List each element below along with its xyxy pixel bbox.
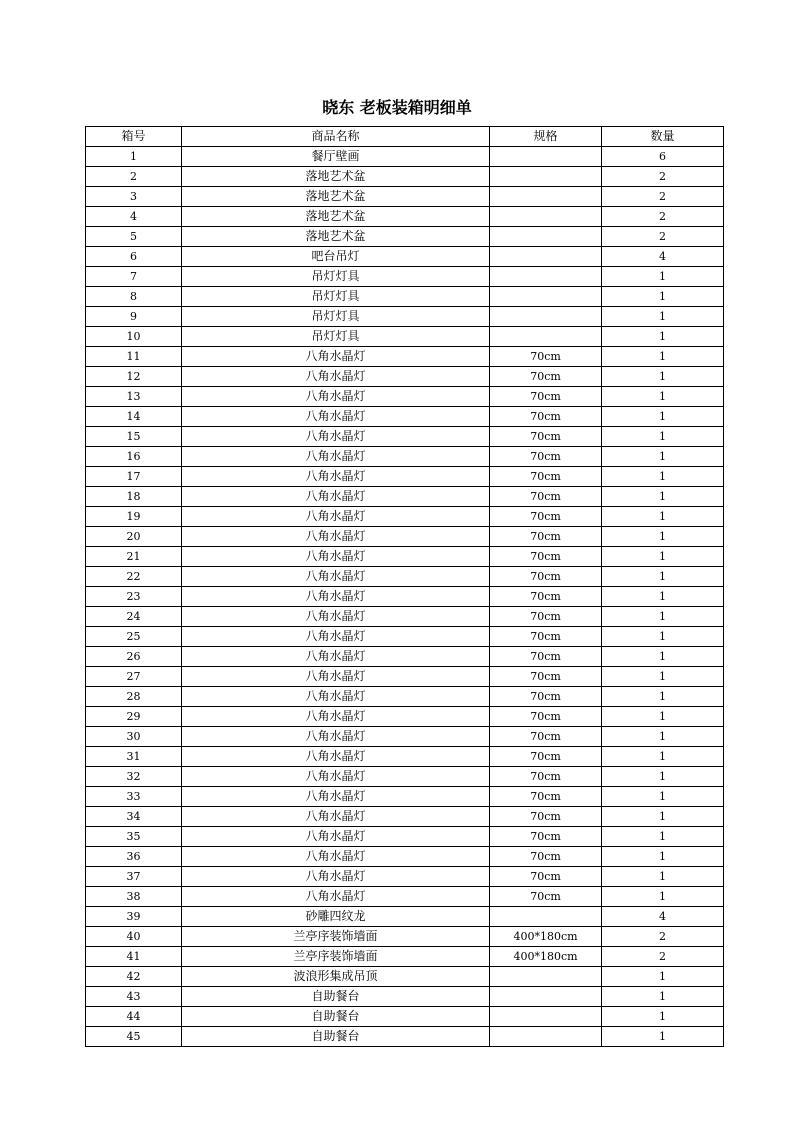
box-number-cell: 9	[86, 307, 182, 327]
quantity-cell: 6	[602, 147, 724, 167]
quantity-cell: 1	[602, 987, 724, 1007]
document-title: 晓东 老板装箱明细单	[322, 97, 472, 117]
product-name-cell: 八角水晶灯	[182, 787, 490, 807]
table-row	[86, 967, 724, 987]
table-row	[86, 267, 724, 287]
specification-cell	[490, 327, 602, 347]
product-name-cell: 八角水晶灯	[182, 727, 490, 747]
quantity-cell: 1	[602, 627, 724, 647]
product-name-cell: 自助餐台	[182, 1007, 490, 1027]
header-product-name: 商品名称	[182, 127, 490, 147]
table-row	[86, 247, 724, 267]
specification-cell: 70cm	[490, 527, 602, 547]
box-number-cell: 36	[86, 847, 182, 867]
quantity-cell: 1	[602, 887, 724, 907]
product-name-cell: 吊灯灯具	[182, 327, 490, 347]
specification-cell: 70cm	[490, 867, 602, 887]
table-row	[86, 627, 724, 647]
box-number-cell: 20	[86, 527, 182, 547]
box-number-cell: 23	[86, 587, 182, 607]
specification-cell	[490, 187, 602, 207]
product-name-cell: 八角水晶灯	[182, 347, 490, 367]
specification-cell: 70cm	[490, 407, 602, 427]
box-number-cell: 22	[86, 567, 182, 587]
specification-cell: 70cm	[490, 547, 602, 567]
table-row	[86, 1007, 724, 1027]
specification-cell	[490, 1027, 602, 1047]
specification-cell: 70cm	[490, 647, 602, 667]
box-number-cell: 32	[86, 767, 182, 787]
quantity-cell: 2	[602, 927, 724, 947]
quantity-cell: 1	[602, 587, 724, 607]
specification-cell	[490, 1007, 602, 1027]
product-name-cell: 八角水晶灯	[182, 847, 490, 867]
table-body	[86, 147, 724, 1047]
product-name-cell: 八角水晶灯	[182, 767, 490, 787]
specification-cell	[490, 247, 602, 267]
product-name-cell: 自助餐台	[182, 987, 490, 1007]
table-row	[86, 227, 724, 247]
product-name-cell: 八角水晶灯	[182, 707, 490, 727]
quantity-cell: 2	[602, 227, 724, 247]
product-name-cell: 八角水晶灯	[182, 867, 490, 887]
table-row	[86, 747, 724, 767]
product-name-cell: 八角水晶灯	[182, 567, 490, 587]
box-number-cell: 31	[86, 747, 182, 767]
quantity-cell: 4	[602, 247, 724, 267]
quantity-cell: 2	[602, 167, 724, 187]
box-number-cell: 37	[86, 867, 182, 887]
box-number-cell: 18	[86, 487, 182, 507]
product-name-cell: 八角水晶灯	[182, 687, 490, 707]
table-row	[86, 867, 724, 887]
box-number-cell: 39	[86, 907, 182, 927]
specification-cell: 70cm	[490, 847, 602, 867]
product-name-cell: 餐厅壁画	[182, 147, 490, 167]
quantity-cell: 1	[602, 687, 724, 707]
box-number-cell: 35	[86, 827, 182, 847]
quantity-cell: 1	[602, 387, 724, 407]
product-name-cell: 自助餐台	[182, 1027, 490, 1047]
specification-cell: 70cm	[490, 487, 602, 507]
quantity-cell: 1	[602, 727, 724, 747]
specification-cell: 70cm	[490, 727, 602, 747]
specification-cell: 70cm	[490, 367, 602, 387]
specification-cell: 70cm	[490, 807, 602, 827]
box-number-cell: 43	[86, 987, 182, 1007]
table-row	[86, 927, 724, 947]
specification-cell	[490, 907, 602, 927]
quantity-cell: 1	[602, 547, 724, 567]
table-row	[86, 167, 724, 187]
product-name-cell: 八角水晶灯	[182, 487, 490, 507]
quantity-cell: 1	[602, 787, 724, 807]
table-row	[86, 387, 724, 407]
header-box-number: 箱号	[86, 127, 182, 147]
box-number-cell: 33	[86, 787, 182, 807]
box-number-cell: 24	[86, 607, 182, 627]
box-number-cell: 17	[86, 467, 182, 487]
specification-cell	[490, 207, 602, 227]
specification-cell: 70cm	[490, 827, 602, 847]
quantity-cell: 1	[602, 327, 724, 347]
product-name-cell: 落地艺术盆	[182, 207, 490, 227]
table-row	[86, 887, 724, 907]
table-row	[86, 447, 724, 467]
specification-cell	[490, 307, 602, 327]
specification-cell	[490, 147, 602, 167]
specification-cell: 70cm	[490, 687, 602, 707]
product-name-cell: 波浪形集成吊顶	[182, 967, 490, 987]
box-number-cell: 3	[86, 187, 182, 207]
quantity-cell: 1	[602, 567, 724, 587]
table-row	[86, 467, 724, 487]
quantity-cell: 2	[602, 187, 724, 207]
quantity-cell: 1	[602, 407, 724, 427]
quantity-cell: 1	[602, 847, 724, 867]
box-number-cell: 2	[86, 167, 182, 187]
table-row	[86, 407, 724, 427]
product-name-cell: 吧台吊灯	[182, 247, 490, 267]
quantity-cell: 1	[602, 767, 724, 787]
quantity-cell: 1	[602, 367, 724, 387]
table-row	[86, 527, 724, 547]
product-name-cell: 八角水晶灯	[182, 747, 490, 767]
quantity-cell: 1	[602, 967, 724, 987]
product-name-cell: 砂雕四纹龙	[182, 907, 490, 927]
table-row	[86, 307, 724, 327]
table-row	[86, 587, 724, 607]
box-number-cell: 4	[86, 207, 182, 227]
quantity-cell: 1	[602, 747, 724, 767]
quantity-cell: 1	[602, 427, 724, 447]
specification-cell	[490, 287, 602, 307]
quantity-cell: 1	[602, 267, 724, 287]
product-name-cell: 八角水晶灯	[182, 367, 490, 387]
table-row	[86, 187, 724, 207]
table-row	[86, 1027, 724, 1047]
box-number-cell: 41	[86, 947, 182, 967]
product-name-cell: 八角水晶灯	[182, 827, 490, 847]
box-number-cell: 16	[86, 447, 182, 467]
table-row	[86, 807, 724, 827]
quantity-cell: 1	[602, 867, 724, 887]
packing-list-table	[85, 126, 724, 1047]
box-number-cell: 25	[86, 627, 182, 647]
specification-cell: 70cm	[490, 707, 602, 727]
product-name-cell: 吊灯灯具	[182, 307, 490, 327]
table-row	[86, 787, 724, 807]
box-number-cell: 12	[86, 367, 182, 387]
product-name-cell: 八角水晶灯	[182, 587, 490, 607]
table-row	[86, 207, 724, 227]
box-number-cell: 42	[86, 967, 182, 987]
quantity-cell: 1	[602, 307, 724, 327]
box-number-cell: 45	[86, 1027, 182, 1047]
quantity-cell: 1	[602, 607, 724, 627]
box-number-cell: 27	[86, 667, 182, 687]
table-row	[86, 847, 724, 867]
product-name-cell: 八角水晶灯	[182, 607, 490, 627]
box-number-cell: 19	[86, 507, 182, 527]
product-name-cell: 兰亭序装饰墙面	[182, 947, 490, 967]
table-row	[86, 547, 724, 567]
box-number-cell: 30	[86, 727, 182, 747]
table-row	[86, 727, 724, 747]
specification-cell: 70cm	[490, 427, 602, 447]
quantity-cell: 2	[602, 207, 724, 227]
quantity-cell: 1	[602, 1027, 724, 1047]
box-number-cell: 26	[86, 647, 182, 667]
specification-cell: 70cm	[490, 507, 602, 527]
specification-cell: 70cm	[490, 887, 602, 907]
table-row	[86, 827, 724, 847]
table-row	[86, 667, 724, 687]
box-number-cell: 38	[86, 887, 182, 907]
specification-cell: 70cm	[490, 767, 602, 787]
quantity-cell: 1	[602, 467, 724, 487]
table-row	[86, 487, 724, 507]
specification-cell	[490, 167, 602, 187]
table-row	[86, 347, 724, 367]
table-row	[86, 687, 724, 707]
quantity-cell: 1	[602, 1007, 724, 1027]
quantity-cell: 4	[602, 907, 724, 927]
product-name-cell: 八角水晶灯	[182, 667, 490, 687]
box-number-cell: 7	[86, 267, 182, 287]
box-number-cell: 44	[86, 1007, 182, 1027]
box-number-cell: 34	[86, 807, 182, 827]
box-number-cell: 8	[86, 287, 182, 307]
product-name-cell: 八角水晶灯	[182, 427, 490, 447]
product-name-cell: 八角水晶灯	[182, 407, 490, 427]
product-name-cell: 八角水晶灯	[182, 887, 490, 907]
specification-cell: 70cm	[490, 607, 602, 627]
quantity-cell: 1	[602, 487, 724, 507]
product-name-cell: 落地艺术盆	[182, 227, 490, 247]
table-row	[86, 147, 724, 167]
quantity-cell: 1	[602, 287, 724, 307]
quantity-cell: 1	[602, 507, 724, 527]
specification-cell	[490, 967, 602, 987]
specification-cell: 70cm	[490, 347, 602, 367]
product-name-cell: 八角水晶灯	[182, 627, 490, 647]
quantity-cell: 1	[602, 347, 724, 367]
box-number-cell: 13	[86, 387, 182, 407]
quantity-cell: 1	[602, 807, 724, 827]
table-row	[86, 647, 724, 667]
quantity-cell: 1	[602, 707, 724, 727]
table-row	[86, 907, 724, 927]
specification-cell: 70cm	[490, 587, 602, 607]
box-number-cell: 21	[86, 547, 182, 567]
box-number-cell: 1	[86, 147, 182, 167]
box-number-cell: 10	[86, 327, 182, 347]
product-name-cell: 八角水晶灯	[182, 507, 490, 527]
specification-cell: 70cm	[490, 627, 602, 647]
quantity-cell: 1	[602, 827, 724, 847]
box-number-cell: 11	[86, 347, 182, 367]
table-row	[86, 427, 724, 447]
table-row	[86, 987, 724, 1007]
header-quantity: 数量	[602, 127, 724, 147]
table-row	[86, 947, 724, 967]
specification-cell: 70cm	[490, 667, 602, 687]
specification-cell: 70cm	[490, 567, 602, 587]
table-row	[86, 707, 724, 727]
table-row	[86, 607, 724, 627]
product-name-cell: 八角水晶灯	[182, 467, 490, 487]
header-specification: 规格	[490, 127, 602, 147]
quantity-cell: 1	[602, 527, 724, 547]
table-row	[86, 767, 724, 787]
box-number-cell: 14	[86, 407, 182, 427]
table-row	[86, 507, 724, 527]
product-name-cell: 落地艺术盆	[182, 167, 490, 187]
quantity-cell: 2	[602, 947, 724, 967]
table-row	[86, 327, 724, 347]
product-name-cell: 八角水晶灯	[182, 807, 490, 827]
specification-cell: 400*180cm	[490, 947, 602, 967]
box-number-cell: 5	[86, 227, 182, 247]
product-name-cell: 八角水晶灯	[182, 547, 490, 567]
box-number-cell: 29	[86, 707, 182, 727]
specification-cell	[490, 227, 602, 247]
specification-cell: 70cm	[490, 467, 602, 487]
product-name-cell: 八角水晶灯	[182, 447, 490, 467]
product-name-cell: 吊灯灯具	[182, 267, 490, 287]
box-number-cell: 28	[86, 687, 182, 707]
table-row	[86, 287, 724, 307]
specification-cell	[490, 987, 602, 1007]
box-number-cell: 40	[86, 927, 182, 947]
box-number-cell: 15	[86, 427, 182, 447]
product-name-cell: 八角水晶灯	[182, 387, 490, 407]
table-row	[86, 567, 724, 587]
product-name-cell: 八角水晶灯	[182, 527, 490, 547]
specification-cell: 70cm	[490, 447, 602, 467]
specification-cell	[490, 267, 602, 287]
specification-cell: 400*180cm	[490, 927, 602, 947]
specification-cell: 70cm	[490, 787, 602, 807]
product-name-cell: 兰亭序装饰墙面	[182, 927, 490, 947]
product-name-cell: 吊灯灯具	[182, 287, 490, 307]
product-name-cell: 八角水晶灯	[182, 647, 490, 667]
table-row	[86, 367, 724, 387]
quantity-cell: 1	[602, 667, 724, 687]
quantity-cell: 1	[602, 447, 724, 467]
specification-cell: 70cm	[490, 387, 602, 407]
specification-cell: 70cm	[490, 747, 602, 767]
quantity-cell: 1	[602, 647, 724, 667]
table-header-row	[86, 127, 724, 147]
box-number-cell: 6	[86, 247, 182, 267]
product-name-cell: 落地艺术盆	[182, 187, 490, 207]
